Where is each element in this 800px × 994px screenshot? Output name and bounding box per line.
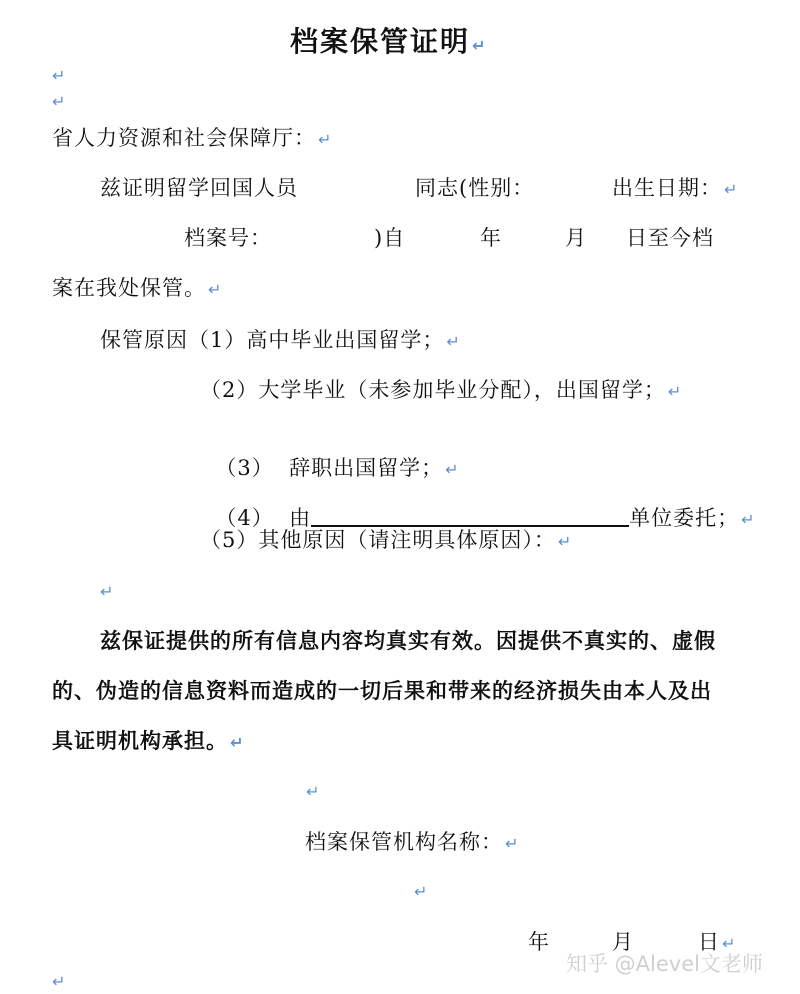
paragraph-mark-icon: ↵ — [741, 510, 756, 529]
paragraph-mark-icon: ↵ — [557, 532, 573, 551]
paragraph-mark-icon: ↵ — [52, 92, 66, 111]
reason-text: （5）其他原因（请注明具体原因）： — [200, 528, 556, 552]
paragraph-mark-icon: ↵ — [306, 782, 320, 801]
paragraph-mark-icon: ↵ — [446, 332, 461, 351]
title-text: 档案保管证明 — [290, 25, 471, 58]
reason-text: （2）大学毕业（未参加毕业分配），出国留学； — [200, 378, 666, 402]
intro-text-1: 兹证明留学回国人员 — [100, 176, 298, 200]
intro-text-3 — [612, 174, 738, 204]
intro-text-8: 日至今档 — [626, 226, 714, 250]
file-number-label: 档案号： — [184, 226, 272, 250]
reason-item-2 — [200, 376, 682, 406]
reason-text: （4） 由 — [215, 506, 312, 530]
paragraph-mark-icon: ↵ — [230, 733, 245, 752]
statement-end-text: 具证明机构承担。 — [52, 728, 228, 753]
intro-text-5: )自 — [374, 226, 406, 250]
addressee-text: 省人力资源和社会保障厅： — [52, 126, 316, 150]
reasons-label: 保管原因 — [100, 328, 188, 352]
paragraph-mark-icon: ↵ — [414, 882, 428, 901]
paragraph-mark-icon: ↵ — [667, 382, 683, 401]
unit-name-blank[interactable] — [311, 505, 629, 527]
reason-text: （1）高中毕业出国留学； — [188, 328, 445, 352]
org-name-label: 档案保管机构名称： — [305, 830, 503, 854]
statement-line-2: 的、伪造的信息资料而造成的一切后果和带来的经济损失由本人及出 — [52, 678, 712, 703]
intro-end-text: 案在我处保管。 — [52, 276, 206, 300]
paragraph-mark-icon: ↵ — [724, 180, 739, 199]
addressee-line — [52, 124, 332, 154]
paragraph-mark-icon: ↵ — [472, 36, 488, 55]
reason-item-5 — [200, 526, 572, 556]
birth-date-label: 出生日期： — [612, 176, 722, 200]
paragraph-mark-icon: ↵ — [100, 582, 114, 601]
reason-text: 单位委托； — [629, 506, 740, 530]
paragraph-mark-icon: ↵ — [505, 834, 520, 853]
sign-year: 年 — [528, 930, 550, 954]
statement-line-3 — [52, 727, 244, 757]
intro-text-9 — [52, 274, 222, 304]
paragraph-mark-icon: ↵ — [445, 460, 460, 479]
reason-item-1 — [100, 326, 461, 356]
sign-month: 月 — [612, 930, 634, 954]
month-text: 月 — [565, 226, 587, 250]
watermark: 知乎 @Alevel文老师 — [566, 952, 763, 976]
paragraph-mark-icon: ↵ — [208, 280, 223, 299]
org-name-line — [305, 828, 519, 858]
paragraph-mark-icon: ↵ — [722, 934, 737, 953]
year-text: 年 — [480, 226, 502, 250]
statement-line-1: 兹保证提供的所有信息内容均真实有效。因提供不真实的、虚假 — [100, 628, 716, 653]
paragraph-mark-icon: ↵ — [52, 972, 66, 991]
paragraph-mark-icon: ↵ — [318, 130, 333, 149]
intro-text-2: 同志(性别： — [415, 176, 535, 200]
sign-day-text: 日 — [698, 930, 720, 954]
paragraph-mark-icon: ↵ — [52, 66, 66, 85]
document-title — [290, 20, 487, 60]
reason-text: （3） 辞职出国留学； — [215, 456, 444, 480]
